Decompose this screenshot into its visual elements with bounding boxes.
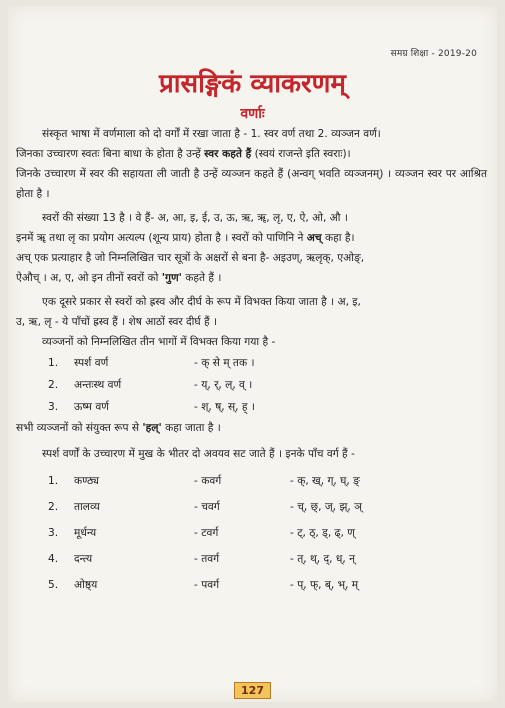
row-letters: - ट्, ठ्, ड्, ढ्, ण् [290, 527, 355, 539]
section-subtitle: वर्णाः [240, 106, 265, 122]
paragraph-5 [16, 418, 487, 438]
sparsha-varga-table [16, 468, 487, 598]
row-varga: - तवर्ग [194, 553, 220, 565]
p5-bold-hal: 'हल्' [142, 422, 162, 434]
row-name: ओष्ठ्य [74, 579, 98, 591]
item-value: - श्, ष्, स्, ह् । [194, 401, 255, 413]
table-row [16, 468, 487, 494]
p2-line-d-end: कहते हैं । [181, 272, 222, 284]
item-number: 1. [48, 357, 59, 369]
row-number: 4. [48, 553, 59, 565]
p2-bold-ach: अच् [306, 232, 322, 244]
item-name: अन्तःस्थ वर्ण [74, 379, 122, 391]
paragraph-4: व्यञ्जनों को निम्नलिखित तीन भागों में विभक्त किया गया है - [42, 336, 276, 348]
p1-line-b-end: (स्वयं राजन्ते इति स्वराः)। [251, 148, 351, 160]
item-value: - य्, र्, ल्, व् । [194, 379, 253, 391]
row-letters: - त्, थ्, द्, ध्, न् [290, 553, 355, 565]
row-varga: - टवर्ग [194, 527, 219, 539]
p1-line-c: जिनके उच्चारण में स्वर की सहायता ली जाती है उन्हें व्यञ्जन कहते हैं (अन्वग् भवति व्यञ्जनम्) । व्यञ्जन स्वर पर आश्रित होता है । [16, 168, 487, 200]
row-name: कण्ठ्य [74, 475, 100, 487]
p5-text: सभी व्यञ्जनों को संयुक्त रूप से [16, 422, 143, 434]
row-number: 3. [48, 527, 59, 539]
p3-line-b: उ, ऋ, लृ - ये पाँचों ह्रस्व हैं । शेष आठों स्वर दीर्घ हैं । [16, 316, 218, 328]
table-row [16, 546, 487, 572]
list-item [16, 352, 487, 374]
p2-line-a: स्वरों की संख्या 13 है । वे हैं- अ, आ, इ, ई, उ, ऊ, ऋ, ॠ, लृ, ए, ऐ, ओ, औ । [42, 212, 348, 224]
p5-text-end: कहा जाता है । [161, 422, 221, 434]
row-letters: - च्, छ्, ज्, झ्, ञ् [290, 501, 363, 513]
paragraph-6: स्पर्श वर्णों के उच्चारण में मुख के भीतर दो अवयव सट जाते हैं । इनके पाँच वर्ग हैं - [42, 448, 355, 460]
row-number: 1. [48, 475, 59, 487]
list-item [16, 374, 487, 396]
p2-line-b-end: कहा है। [321, 232, 355, 244]
p2-bold-guna: 'गुण' [161, 272, 182, 284]
page-title: प्रासङ्गिकं व्याकरणम् [159, 69, 346, 99]
row-name: तालव्य [74, 501, 100, 513]
list-item [16, 396, 487, 418]
p1-line-b: जिनका उच्चारण स्वतः बिना बाधा के होता है उन्हें [16, 148, 205, 160]
item-number: 3. [48, 401, 59, 413]
table-row [16, 494, 487, 520]
table-row [16, 520, 487, 546]
row-letters: - क्, ख्, ग्, घ्, ङ् [290, 475, 360, 487]
paragraph-3 [16, 292, 487, 332]
row-name: मूर्धन्य [74, 527, 97, 539]
row-varga: - पवर्ग [194, 579, 220, 591]
row-varga: - चवर्ग [194, 501, 220, 513]
consonant-groups-list [16, 352, 487, 418]
paragraph-1 [16, 124, 487, 204]
table-row [16, 572, 487, 598]
row-letters: - प्, फ्, ब्, भ्, म् [290, 579, 359, 591]
page-number [8, 679, 497, 699]
item-name: ऊष्म वर्ण [74, 401, 109, 413]
p1-bold-term: स्वर कहते हैं [204, 148, 252, 160]
page-body [16, 124, 487, 598]
row-varga: - कवर्ग [194, 475, 222, 487]
running-header: समग्र शिक्षा - 2019-20 [390, 49, 477, 59]
item-name: स्पर्श वर्ण [74, 357, 109, 369]
item-number: 2. [48, 379, 59, 391]
row-name: दन्त्य [74, 553, 93, 565]
p3-line-a: एक दूसरे प्रकार से स्वरों को ह्रस्व और दीर्घ के रूप में विभक्त किया जाता है । अ, इ, [42, 296, 361, 308]
row-number: 2. [48, 501, 59, 513]
paragraph-2 [16, 208, 487, 288]
item-value: - क् से म् तक । [194, 357, 255, 369]
p2-line-b: इनमें ॠ तथा लृ का प्रयोग अत्यल्प (शून्य प्राय) होता है । स्वरों को पाणिनि ने [16, 232, 307, 244]
p2-line-c: अच् एक प्रत्याहार है जो निम्नलिखित चार सूत्रों के अक्षरों से बना है- अइउण्, ऋलृक्, एओङ्, [16, 252, 365, 264]
textbook-page [8, 6, 497, 702]
page-number-badge: 127 [234, 682, 271, 699]
p2-line-d: ऐऔच् । अ, ए, ओ इन तीनों स्वरों को [16, 272, 162, 284]
row-number: 5. [48, 579, 59, 591]
p1-line-a: संस्कृत भाषा में वर्णमाला को दो वर्गों में रखा जाता है - 1. स्वर वर्ण तथा 2. व्यञ्जन वर्ण। [42, 128, 381, 140]
